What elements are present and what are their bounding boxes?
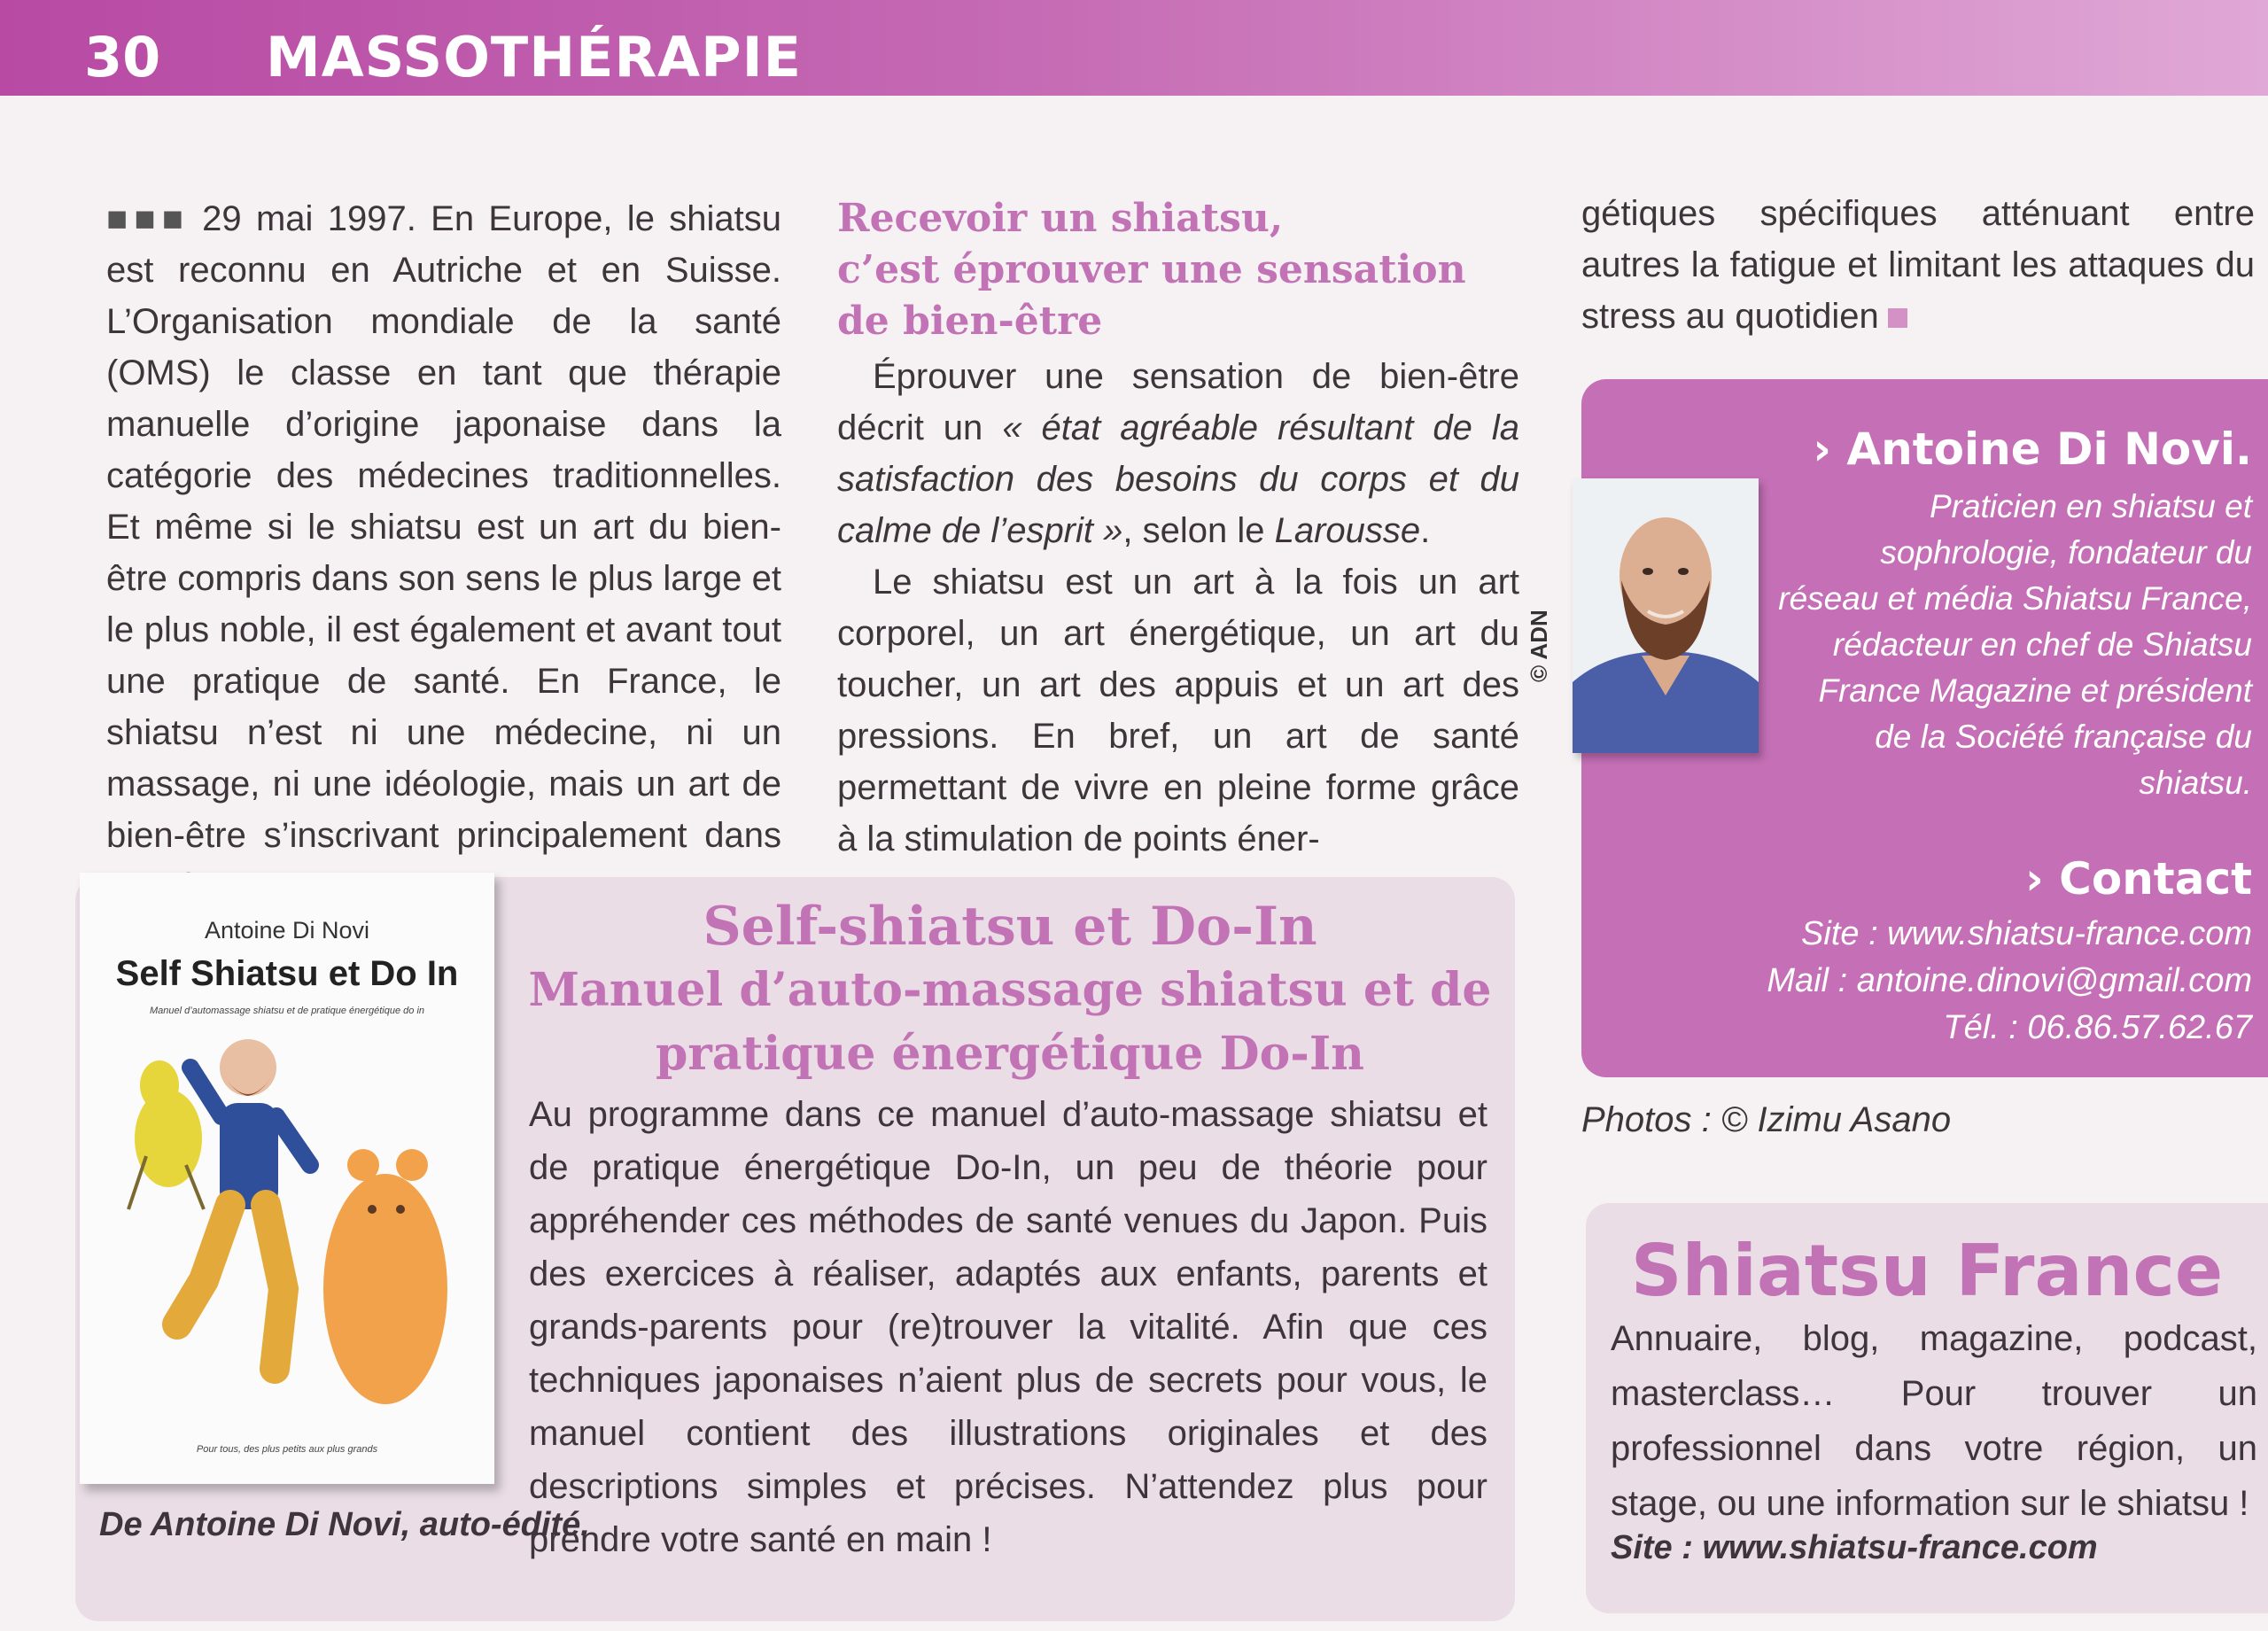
bio-description: Praticien en shiatsu et sophrologie, fondateur du réseau et média Shiatsu France, rédacteur en chef de Shiatsu France Magazine et président de la Société française du shiatsu.	[1778, 488, 2252, 801]
paragraph-1: Éprouver une sensation de bien-être décrit un « état agréable résultant de la satisfaction des besoins du corps et du calme de l’esprit », selon le Larousse.	[837, 357, 1520, 550]
contact-title: › Contact	[2025, 853, 2252, 905]
cover-subtitle: Manuel d’automassage shiatsu et de pratique énergétique do in	[149, 1006, 425, 1016]
bio-name: › Antoine Di Novi.	[1813, 423, 2252, 475]
article-column-3	[1581, 188, 2255, 342]
paragraph-2: Le shiatsu est un art à la fois un art corporel, un art énergétique, un art du toucher, un art des appuis et un art des pressions. En bref, un art de santé permettant de vivre en pleine forme grâce à la stimulation de points éner-	[837, 563, 1519, 858]
book-cover	[80, 873, 494, 1484]
author-portrait-icon	[1573, 478, 1759, 753]
shiatsu-france-title: Shiatsu France	[1630, 1230, 2224, 1312]
section-title: MASSOTHÉRAPIE	[266, 25, 803, 89]
contact-mail: Mail : antoine.dinovi@gmail.com	[1767, 962, 2252, 999]
book-subtitle-line-1: Manuel d’auto-massage shiatsu et de	[528, 963, 1492, 1017]
shiatsu-france-text: Annuaire, blog, magazine, podcast, masterclass… Pour trouver un professionnel dans votre région, un stage, ou une information sur le shiatsu !	[1611, 1319, 2257, 1523]
article-column-2	[837, 193, 1519, 865]
cover-footer: Pour tous, des plus petits aux plus grands	[196, 1444, 378, 1455]
author-photo	[1573, 478, 1759, 753]
shiatsu-france-box	[1586, 1203, 2268, 1613]
heading-line-3: de bien-être	[837, 299, 1103, 344]
end-square-icon	[1888, 308, 1907, 328]
intro-text: 29 mai 1997. En Europe, le shiatsu est reconnu en Autriche et en Suisse. L’Organisation mondiale de la santé (OMS) le classe en tant que thérapie manuelle d’origine japonaise dans la catégorie des médecines traditionnelles. Et même si le shiatsu est un art du bien-être compris dans son sens le plus large et le plus noble, il est également et avant tout une pratique de santé. En France, le shiatsu n’est ni une médecine, ni un massage, ni une idéologie, mais un art de bien-être s’inscrivant principalement dans	[106, 199, 782, 855]
photos-caption: Photos : © Izimu Asano	[1581, 1100, 1952, 1139]
cover-title: Self Shiatsu et Do In	[115, 954, 459, 993]
heading-line-2: c’est éprouver une sensation	[837, 247, 1466, 292]
heading-line-1: Recevoir un shiatsu,	[837, 196, 1284, 241]
contact-tel: Tél. : 06.86.57.62.67	[1943, 1009, 2252, 1046]
article-column-1	[106, 193, 781, 913]
book-subtitle	[514, 959, 1506, 1086]
larousse-source: Larousse	[1274, 511, 1421, 550]
photo-credit: © ADN	[1526, 610, 1552, 682]
intro-marker: ■■■	[106, 199, 190, 238]
book-author: De Antoine Di Novi, auto-édité.	[99, 1506, 590, 1543]
shiatsu-france-site: Site : www.shiatsu-france.com	[1611, 1529, 2098, 1566]
page-header	[0, 0, 2268, 96]
book-subtitle-line-2: pratique énergétique Do-In	[655, 1027, 1364, 1081]
cover-author: Antoine Di Novi	[204, 917, 370, 944]
contact-lines	[1767, 911, 2252, 1052]
page-number: 30	[84, 25, 161, 89]
contact-site: Site : www.shiatsu-france.com	[1801, 915, 2252, 952]
book-description: Au programme dans ce manuel d’auto-massage shiatsu et de pratique énergétique Do-In, un peu de théorie pour appréhender ces méthodes de santé venues du Japon. Puis des exercices à réaliser, adaptés aux enfants, parents et grands-parents pour (re)trouver la vitalité. Afin que ces techniques japonaises n’aient plus de secrets pour vous, le manuel contient des illustrations originales et des descriptions simples et précises. N’attendez plus pour prendre votre santé en main !	[529, 1095, 1487, 1559]
cover-illustration-icon	[106, 1032, 478, 1422]
column-3-text: gétiques spécifiques atténuant entre autres la fatigue et limitant les attaques du stress au quotidien	[1581, 194, 2255, 336]
book-title: Self-shiatsu et Do-In	[703, 896, 1317, 958]
larousse-quote: « état agréable résultant de la satisfaction des besoins du corps et du calme de l’esprit »	[837, 408, 1520, 550]
article-heading	[837, 193, 1519, 347]
